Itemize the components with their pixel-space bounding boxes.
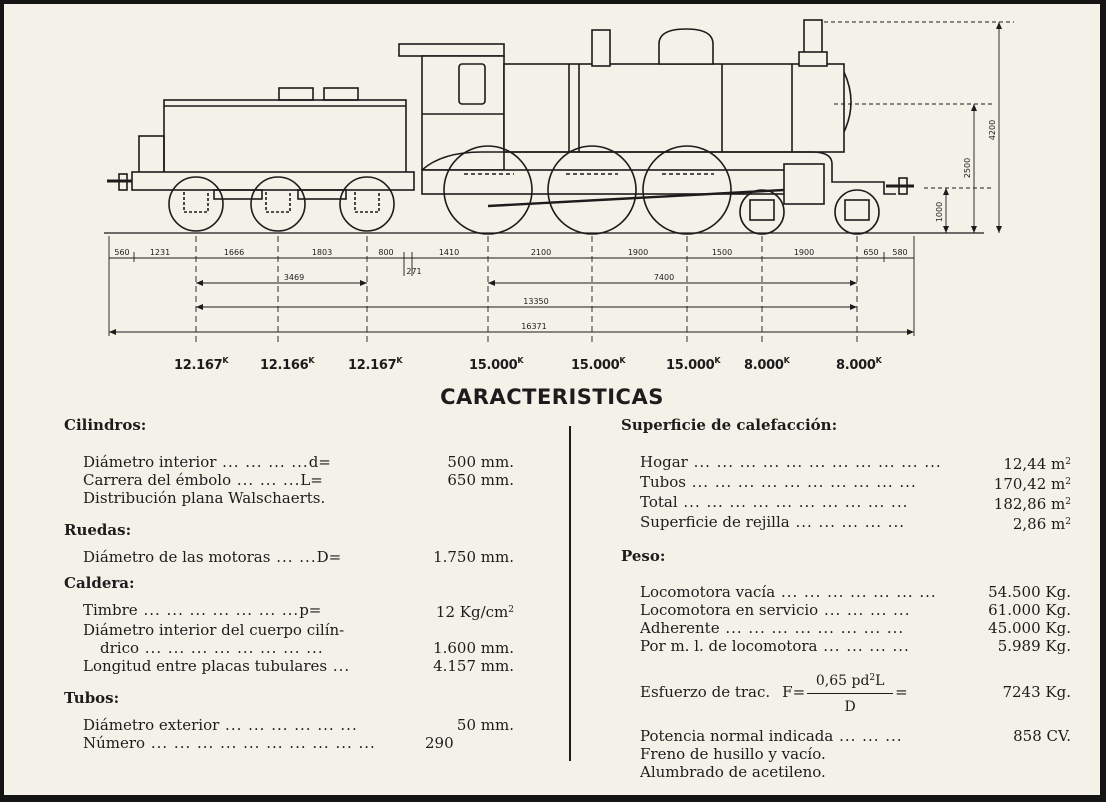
wheel-load-6: $15.000^K$	[666, 356, 721, 373]
left-column	[64, 416, 514, 752]
cylinder	[784, 164, 824, 204]
boiler	[504, 64, 844, 152]
dim-label: 1900	[793, 248, 815, 257]
dim-label: 1000	[935, 201, 944, 223]
dim-label: 1900	[627, 248, 649, 257]
traction-formula: $\frac{0,65 pd^2L}{D}$	[807, 669, 893, 716]
locomotive-side-elevation	[4, 4, 1100, 389]
dim-label: 560	[114, 248, 130, 257]
dim-label: 2500	[963, 157, 972, 179]
dim-label: 7400	[653, 273, 675, 282]
row-motoras: Diámetro de las motoras ... ... D= 1.750 mm.	[83, 548, 514, 566]
dim-label: 1803	[311, 248, 333, 257]
tender-tank	[164, 100, 406, 174]
wheel-load-4: $15.000^K$	[469, 356, 524, 373]
row-hogar: Hogar ... ... ... ... ... ... ... ... ... ... ... 12,44 $m^2$	[640, 453, 1071, 473]
row-timbre: Timbre ... ... ... ... ... ... ... p= 12 $Kg/cm^2$	[83, 601, 514, 621]
dim-label: 3469	[283, 273, 305, 282]
row-longitud: Longitud entre placas tubulares ... 4.157 mm.	[83, 657, 514, 675]
wheel-load-3: $12.167^K$	[348, 356, 403, 373]
row-tubos-diametro: Diámetro exterior ... ... ... ... ... ... 50 mm.	[83, 716, 514, 734]
dim-label: 271	[406, 267, 422, 276]
row-servicio: Locomotora en servicio ... ... ... ... 61.000 Kg.	[640, 601, 1071, 619]
heading-caldera: Caldera:	[64, 574, 135, 592]
row-freno: Freno de husillo y vacío.	[640, 745, 826, 763]
wheel-load-1: $12.167^K$	[174, 356, 229, 373]
row-vacia: Locomotora vacía ... ... ... ... ... ... ... 54.500 Kg.	[640, 583, 1071, 601]
sand-dome	[592, 30, 610, 66]
row-adherente: Adherente ... ... ... ... ... ... ... ... 45.000 Kg.	[640, 619, 1071, 637]
row-potencia: Potencia normal indicada ... ... ... 858 CV.	[640, 727, 1071, 745]
right-column	[621, 416, 1071, 781]
chimney	[804, 20, 822, 54]
section-title: CARACTERISTICAS	[440, 385, 664, 409]
column-divider	[569, 426, 571, 761]
dim-label: 2100	[530, 248, 552, 257]
dim-label: 800	[378, 248, 394, 257]
row-alumbrado: Alumbrado de acetileno.	[640, 763, 826, 781]
row-sup-tubos: Tubos ... ... ... ... ... ... ... ... ... ... 170,42 $m^2$	[640, 473, 1071, 493]
locomotive-outline	[104, 20, 984, 234]
wheel-load-7: $8.000^K$	[744, 356, 790, 373]
row-cuerpo-1: Diámetro interior del cuerpo cilín-	[83, 621, 345, 639]
wheel-load-5: $15.000^K$	[571, 356, 626, 373]
dim-label: 1410	[438, 248, 460, 257]
heading-ruedas: Ruedas:	[64, 521, 132, 539]
row-esfuerzo: Esfuerzo de trac. F= $\frac{0,65 pd^2L}{D}$ = 7243 Kg.	[621, 663, 1071, 721]
row-diametro-interior: Diámetro interior ... ... ... ... d= 500 mm.	[83, 453, 514, 471]
heading-tubos: Tubos:	[64, 689, 120, 707]
dim-label: 1666	[223, 248, 245, 257]
row-distribucion: Distribución plana Walschaerts.	[83, 489, 326, 507]
wheel-load-8: $8.000^K$	[836, 356, 882, 373]
dim-label: 580	[892, 248, 908, 257]
steam-dome	[659, 29, 713, 64]
dim-label: 4200	[988, 119, 997, 141]
heading-peso: Peso:	[621, 547, 666, 565]
row-ml: Por m. l. de locomotora ... ... ... ... 5.989 Kg.	[640, 637, 1071, 655]
heading-cilindros: Cilindros:	[64, 416, 147, 434]
dim-label: 16371	[521, 322, 547, 331]
row-carrera: Carrera del émbolo ... ... ... L= 650 mm.	[83, 471, 514, 489]
dim-label: 1231	[149, 248, 171, 257]
heading-superficie: Superficie de calefacción:	[621, 416, 838, 434]
dim-label: 650	[863, 248, 879, 257]
row-cuerpo-2: drico ... ... ... ... ... ... ... ... 1.600 mm.	[100, 639, 514, 657]
row-rejilla: Superficie de rejilla ... ... ... ... ... 2,86 $m^2$	[640, 513, 1071, 533]
dim-label: 1500	[711, 248, 733, 257]
dim-label: 13350	[523, 297, 549, 306]
row-sup-total: Total ... ... ... ... ... ... ... ... ... ... 182,86 $m^2$	[640, 493, 1071, 513]
row-tubos-numero: Número ... ... ... ... ... ... ... ... ... ... 290	[83, 734, 454, 752]
wheel-load-2: $12.166^K$	[260, 356, 315, 373]
